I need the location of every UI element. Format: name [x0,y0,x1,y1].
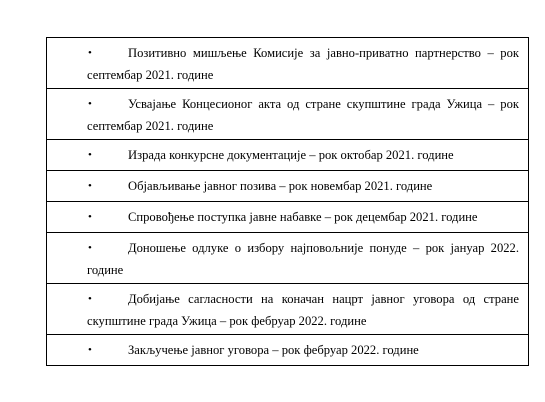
list-item-text: Израда конкурсне документације – рок октобар 2021. године [128,148,454,162]
schedule-table [46,37,529,366]
list-item-text: Позитивно мишљење Комисије за јавно-приватно партнерство – рок септембар 2021. године [87,46,519,82]
table-row [47,284,529,335]
bullet-icon: • [88,180,92,192]
bullet-icon: • [88,344,92,356]
table-cell [47,140,529,171]
list-item-text: Добијање сагласности на коначан нацрт јавног уговора од стране скупштине града Ужица – рок фебруар 2022. године [87,292,519,328]
bullet-icon: • [88,98,92,110]
table-cell [47,284,529,335]
list-item-text: Објављивање јавног позива – рок новембар 2021. године [128,179,433,193]
table-cell [47,89,529,140]
table-row [47,233,529,284]
bullet-icon: • [88,149,92,161]
bullet-icon: • [88,47,92,59]
bullet-icon: • [88,242,92,254]
table-row [47,140,529,171]
table-row [47,202,529,233]
table-cell [47,233,529,284]
list-item-text: Закључење јавног уговора – рок фебруар 2022. године [128,343,419,357]
list-item-text: Усвајање Концесионог акта од стране скупштине града Ужица – рок септембар 2021. године [87,97,519,133]
bullet-icon: • [88,293,92,305]
table-row [47,171,529,202]
bullet-icon: • [88,211,92,223]
table-cell [47,38,529,89]
list-item-text: Спровођење поступка јавне набавке – рок децембар 2021. године [128,210,478,224]
table-row [47,335,529,366]
table-row [47,38,529,89]
table-cell [47,171,529,202]
list-item-text: Доношење одлуке о избору најповољније понуде – рок јануар 2022. године [87,241,519,277]
table-row [47,89,529,140]
table-cell [47,202,529,233]
table-cell [47,335,529,366]
